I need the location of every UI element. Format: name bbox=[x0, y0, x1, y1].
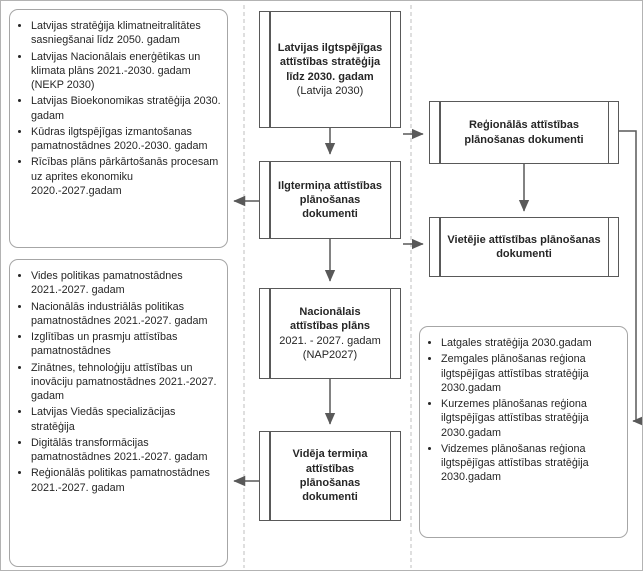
box-title: Nacionālais attīstības plāns bbox=[289, 305, 371, 333]
climate-strategies-list bbox=[17, 19, 222, 198]
policy-guidelines-list bbox=[17, 269, 222, 495]
list-item: • Kūdras ilgtspējīgas izmantošanas pamatnostādnes 2020.-2030. gadam bbox=[31, 125, 222, 154]
list-item: • Digitālās transformācijas pamatnostādnes 2021.-2027. gadam bbox=[31, 436, 222, 465]
nap2027-box bbox=[259, 288, 401, 379]
box-title: Vietējie attīstības plānošanas dokumenti bbox=[447, 233, 601, 260]
regional-strategies-box bbox=[419, 326, 628, 538]
list-item: • Zinātnes, tehnoloģiju attīstības un inovāciju pamatnostādnes 2021.-2027. gadam bbox=[31, 361, 222, 404]
box-code: (Latvija 2030) bbox=[296, 84, 364, 97]
climate-strategies-box bbox=[9, 9, 228, 248]
list-item: • Vides politikas pamatnostādnes 2021.-2027. gadam bbox=[31, 269, 222, 298]
list-item: • Izglītības un prasmju attīstības pamatnostādnes bbox=[31, 330, 222, 359]
box-code: (NAP2027) bbox=[302, 348, 358, 361]
box-title: Ilgtermiņa attīstības plānošanas dokumenti bbox=[278, 179, 382, 221]
regional-docs-box bbox=[429, 101, 619, 164]
list-item: • Zemgales plānošanas reģiona ilgtspējīgas attīstības stratēģija 2030.gadam bbox=[441, 352, 622, 395]
list-item: • Kurzemes plānošanas reģiona ilgtspējīgas attīstības stratēģija 2030.gadam bbox=[441, 397, 622, 440]
list-item: • Latgales stratēģija 2030.gadam bbox=[441, 336, 622, 350]
medium-term-docs-box bbox=[259, 431, 401, 521]
list-item: • Latvijas Bioekonomikas stratēģija 2030. gadam bbox=[31, 94, 222, 123]
list-item: • Rīcības plāns pārkārtošanās procesam uz aprites ekonomiku 2020.-2027.gadam bbox=[31, 155, 222, 198]
regional-strategies-list bbox=[427, 336, 622, 485]
box-title: Vidēja termiņa attīstības plānošanas dokumenti bbox=[292, 448, 368, 504]
list-item: • Vidzemes plānošanas reģiona ilgtspējīgas attīstības stratēģija 2030.gadam bbox=[441, 442, 622, 485]
policy-guidelines-box bbox=[9, 259, 228, 567]
list-item: • Nacionālās industriālās politikas pamatnostādnes 2021.-2027. gadam bbox=[31, 300, 222, 329]
list-item: • Reģionālās politikas pamatnostādnes 2021.-2027. gadam bbox=[31, 466, 222, 495]
list-item: • Latvijas Viedās specializācijas stratēģija bbox=[31, 405, 222, 434]
list-item: • Latvijas stratēģija klimatneitralitātes sasniegšanai līdz 2050. gadam bbox=[31, 19, 222, 48]
box-period: 2021. - 2027. gadam bbox=[279, 334, 381, 347]
box-title: Reģionālās attīstības plānošanas dokumenti bbox=[464, 119, 584, 146]
local-docs-box bbox=[429, 217, 619, 277]
long-term-docs-box bbox=[259, 161, 401, 239]
box-title: Latvijas ilgtspējīgas attīstības stratēģija līdz 2030. gadam bbox=[277, 41, 383, 83]
latvija2030-box bbox=[259, 11, 401, 128]
list-item: • Latvijas Nacionālais enerģētikas un klimata plāns 2021.-2030. gadam (NEKP 2030) bbox=[31, 50, 222, 93]
